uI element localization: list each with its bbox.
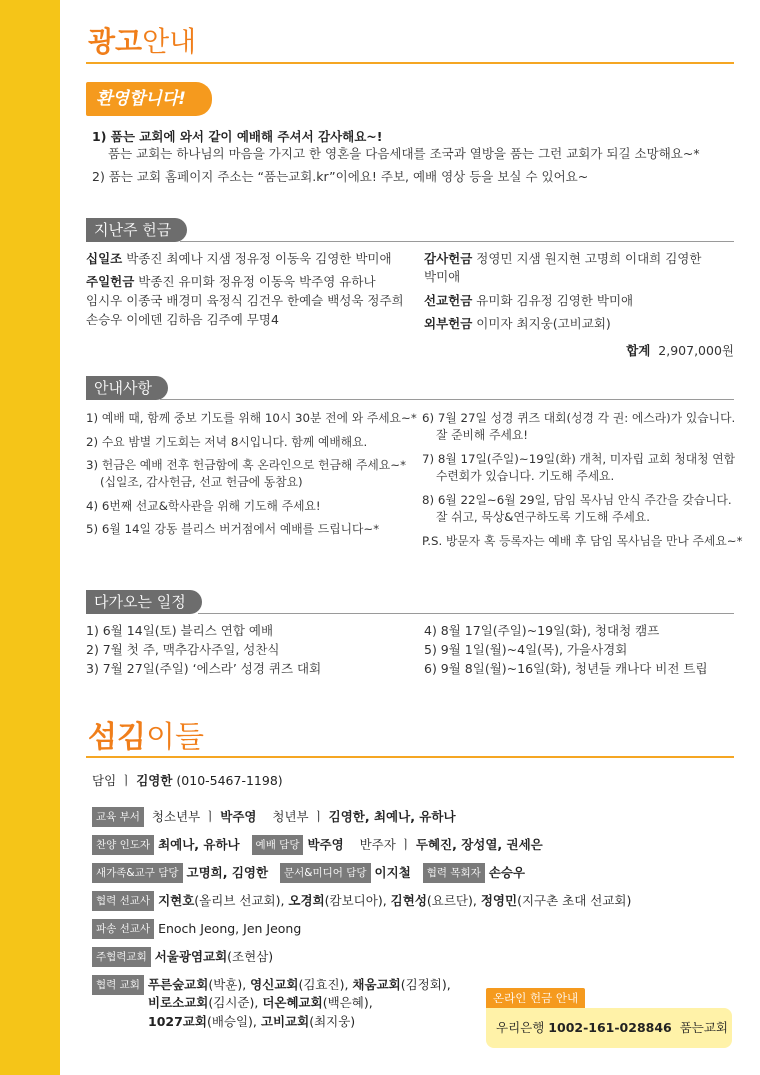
schedule-5: 5) 9월 1일(월)~4일(목), 가을사경회	[424, 642, 628, 657]
notices-rule	[160, 399, 734, 400]
schedule-pill: 다가오는 일정	[86, 590, 202, 614]
offering-rule	[180, 241, 734, 242]
notice-8: 8) 6월 22일~6월 29일, 담임 목사님 안식 주간을 갖습니다.	[422, 493, 732, 507]
online-offering-box: 우리은행 1002-161-028846 품는교회	[486, 1008, 732, 1048]
notice-2: 2) 수요 밤별 기도회는 저녁 8시입니다. 함께 예배해요.	[86, 435, 368, 449]
staff-row-care: 새가족&교구 담당 고명희, 김영한 문서&미디어 담당 이지철 협력 목회자 손승우	[92, 863, 525, 883]
servants-title-rule	[86, 756, 734, 758]
notices-pill: 안내사항	[86, 376, 168, 400]
schedule-3: 3) 7월 27일(주일) ‘에스라’ 성경 퀴즈 대회	[86, 661, 322, 676]
offering-left-2: 주일헌금 박종진 유미화 정유정 이동욱 박주영 유하나	[86, 274, 376, 289]
notice-7: 7) 8월 17일(주일)~19일(화) 개척, 미자립 교회 청대청 연합	[422, 452, 736, 466]
offering-pill: 지난주 헌금	[86, 218, 187, 242]
welcome-line-3: 2) 품는 교회 홈페이지 주소는 “품는교회.kr”이에요! 주보, 예배 영상 등을 보실 수 있어요~	[92, 169, 589, 184]
staff-row-worship: 찬양 인도자 최예나, 유하나 예배 담당 박주영 반주자 ㅣ 두혜진, 장성열, 권세은	[92, 835, 543, 855]
offering-right-1: 감사헌금 정영민 지샘 원지현 고명희 이대희 김영한	[424, 251, 702, 266]
welcome-line-1: 1) 품는 교회에 와서 같이 예배해 주셔서 감사해요~!	[92, 129, 383, 144]
left-yellow-bar	[0, 0, 60, 1075]
schedule-1: 1) 6월 14일(토) 블리스 연합 예배	[86, 623, 274, 638]
notice-7b: 수련회가 있습니다. 기도해 주세요.	[436, 469, 615, 483]
offering-left-1: 십일조 박종진 최예나 지샘 정유정 이동욱 김영한 박미애	[86, 251, 392, 266]
staff-row-education: 교육 부서 청소년부 ㅣ 박주영 청년부 ㅣ 김영한, 최예나, 유하나	[92, 807, 456, 827]
notice-1: 1) 예배 때, 함께 중보 기도를 위해 10시 30분 전에 와 주세요~*	[86, 411, 417, 425]
schedule-6: 6) 9월 8일(월)~16일(화), 청년들 캐나다 비전 트립	[424, 661, 708, 676]
staff-row-missionaries: 협력 선교사 지현호(올리브 선교회), 오경희(캄보디아), 김현성(요르단), 정영민(지구촌 초대 선교회)	[92, 891, 631, 911]
notice-3: 3) 헌금은 예배 전후 헌금함에 혹 온라인으로 헌금해 주세요~*	[86, 458, 406, 472]
offering-right-2: 박미애	[424, 269, 461, 284]
pastor-line: 담임 ㅣ 김영한 (010-5467-1198)	[92, 773, 283, 788]
notice-8b: 잘 쉬고, 묵상&연구하도록 기도해 주세요.	[436, 510, 651, 524]
notice-4: 4) 6번째 선교&학사관을 위해 기도해 주세요!	[86, 499, 321, 513]
notice-6b: 잘 준비해 주세요!	[436, 428, 528, 442]
notice-5: 5) 6월 14일 강동 블리스 버거점에서 예배를 드립니다~*	[86, 522, 380, 536]
notice-3b: (십일조, 감사헌금, 선교 헌금에 동참요)	[100, 475, 303, 489]
online-offering-tab: 온라인 헌금 안내	[486, 988, 585, 1008]
ad-title-rule	[86, 62, 734, 64]
partner-churches-line-3: 1027교회(배승일), 고비교회(최지웅)	[148, 1014, 356, 1029]
offering-right-4: 외부헌금 이미자 최지웅(고비교회)	[424, 316, 611, 331]
offering-right-3: 선교헌금 유미화 김유정 김영한 박미애	[424, 293, 634, 308]
ad-section-title: 광고안내	[88, 25, 197, 58]
staff-row-main-partner: 주협력교회 서울광염교회(조현삼)	[92, 947, 273, 967]
welcome-badge: 환영합니다!	[86, 82, 212, 116]
notice-ps: P.S. 방문자 혹 등록자는 예배 후 담임 목사님을 만나 주세요~*	[422, 534, 743, 548]
staff-row-sent: 파송 선교사 Enoch Jeong, Jen Jeong	[92, 919, 301, 939]
welcome-line-2: 품는 교회는 하나님의 마음을 가지고 한 영혼을 다음세대를 조국과 열방을 품는 그런 교회가 되길 소망해요~*	[108, 146, 700, 161]
schedule-rule	[198, 613, 734, 614]
offering-total: 합계 2,907,000원	[626, 343, 734, 358]
servants-section-title: 섬김이들	[88, 720, 204, 755]
schedule-2: 2) 7월 첫 주, 맥추감사주일, 성찬식	[86, 642, 280, 657]
offering-left-3: 임시우 이종국 배경미 육정식 김건우 한예슬 백성욱 정주희	[86, 293, 404, 308]
staff-row-partner-churches: 협력 교회 푸른숲교회(박훈), 영신교회(김효진), 채움교회(김정회),	[92, 975, 451, 995]
partner-churches-line-2: 비로소교회(김시준), 더온혜교회(백은혜),	[148, 995, 373, 1010]
notice-6: 6) 7월 27일 성경 퀴즈 대회(성경 각 권: 에스라)가 있습니다.	[422, 411, 736, 425]
offering-left-4: 손승우 이에덴 김하음 김주예 무명4	[86, 312, 279, 327]
schedule-4: 4) 8월 17일(주일)~19일(화), 청대청 캠프	[424, 623, 660, 638]
